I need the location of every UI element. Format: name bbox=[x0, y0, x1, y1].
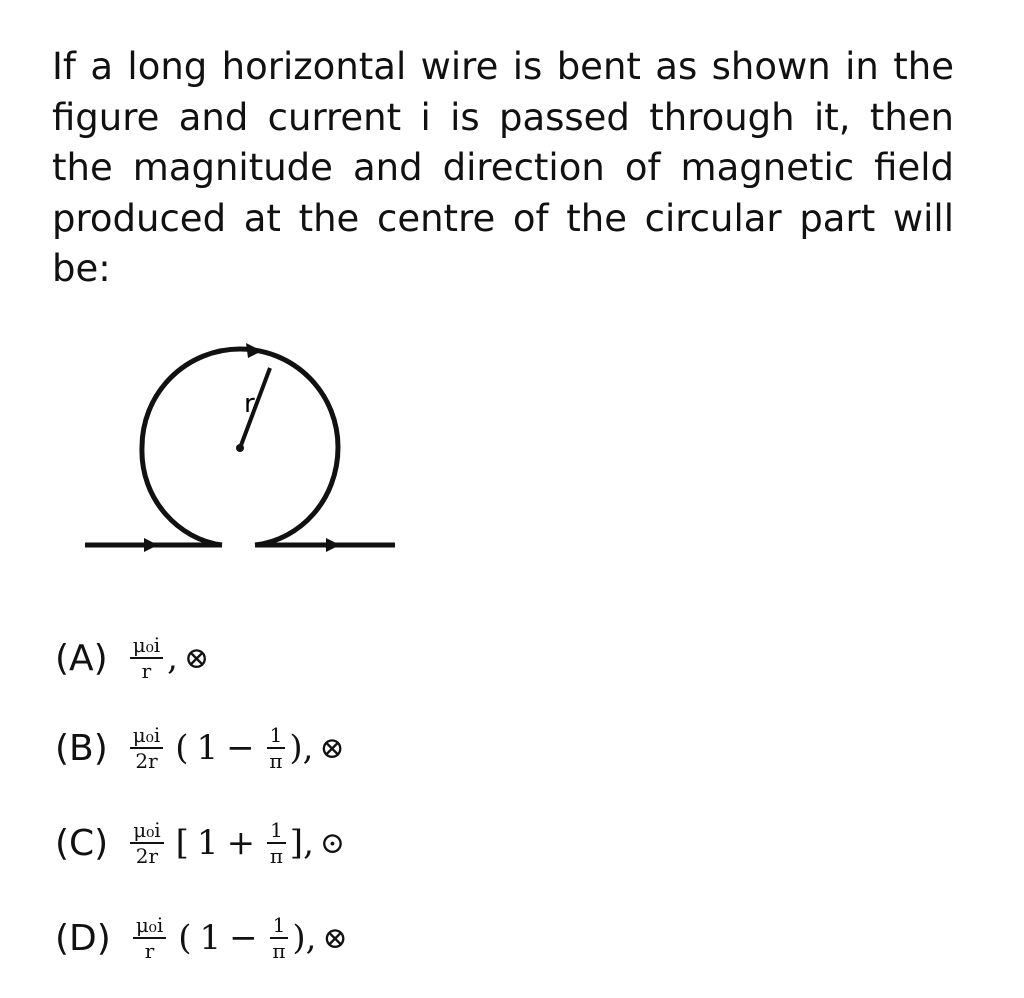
arrow-icon bbox=[246, 343, 262, 358]
option-b[interactable] bbox=[55, 713, 345, 783]
fraction bbox=[133, 913, 166, 963]
one: 1 bbox=[199, 918, 222, 958]
bracket: ) bbox=[292, 918, 306, 958]
fraction bbox=[267, 723, 286, 773]
operator: − bbox=[229, 918, 258, 958]
fraction bbox=[130, 723, 163, 773]
wire-loop-figure bbox=[60, 320, 420, 580]
bracket: ( bbox=[178, 918, 192, 958]
question-text: If a long horizontal wire is bent as shown in the figure and current i is passed through it, then the magnitude and direction of magnetic field produced at the centre of the circular part will be: bbox=[52, 45, 954, 290]
operator: − bbox=[226, 728, 255, 768]
denominator: r bbox=[144, 939, 155, 963]
numerator: 1 bbox=[270, 913, 289, 939]
denominator: r bbox=[141, 659, 152, 683]
fraction bbox=[267, 818, 286, 868]
numerator: 1 bbox=[267, 818, 286, 844]
arrow-icon bbox=[144, 538, 158, 552]
option-label: (C) bbox=[55, 822, 109, 864]
option-c[interactable] bbox=[55, 808, 345, 878]
fraction bbox=[270, 913, 289, 963]
denominator: π bbox=[269, 844, 283, 868]
out-of-page-icon: ⊙ bbox=[319, 825, 346, 861]
one: 1 bbox=[196, 823, 219, 863]
radius-label: r bbox=[244, 389, 255, 419]
comma: , bbox=[305, 918, 317, 958]
option-label: (D) bbox=[55, 917, 111, 959]
denominator: 2r bbox=[135, 749, 158, 773]
into-page-icon: ⊗ bbox=[319, 730, 345, 766]
option-label: (B) bbox=[55, 727, 108, 769]
numerator: μ₀i bbox=[133, 913, 166, 939]
bracket: [ bbox=[175, 823, 189, 863]
denominator: 2r bbox=[135, 844, 159, 868]
fraction bbox=[130, 818, 163, 868]
denominator: π bbox=[269, 749, 283, 773]
one: 1 bbox=[196, 728, 219, 768]
into-page-icon: ⊗ bbox=[183, 640, 210, 676]
numerator: μ₀i bbox=[130, 818, 163, 844]
option-label: (A) bbox=[55, 637, 108, 679]
comma: , bbox=[303, 823, 314, 863]
bracket: ] bbox=[289, 823, 304, 863]
into-page-icon: ⊗ bbox=[322, 920, 348, 956]
arrow-icon bbox=[326, 538, 340, 552]
bracket: ) bbox=[289, 728, 303, 768]
operator: + bbox=[226, 823, 256, 863]
option-d[interactable] bbox=[55, 903, 348, 973]
comma: , bbox=[302, 728, 314, 768]
numerator: 1 bbox=[267, 723, 286, 749]
centre-point bbox=[236, 444, 244, 452]
denominator: π bbox=[272, 939, 286, 963]
fraction bbox=[130, 633, 163, 683]
bracket: ( bbox=[175, 728, 189, 768]
option-a[interactable] bbox=[55, 623, 209, 693]
comma: , bbox=[167, 638, 178, 678]
numerator: μ₀i bbox=[130, 723, 163, 749]
numerator: μ₀i bbox=[130, 633, 163, 659]
